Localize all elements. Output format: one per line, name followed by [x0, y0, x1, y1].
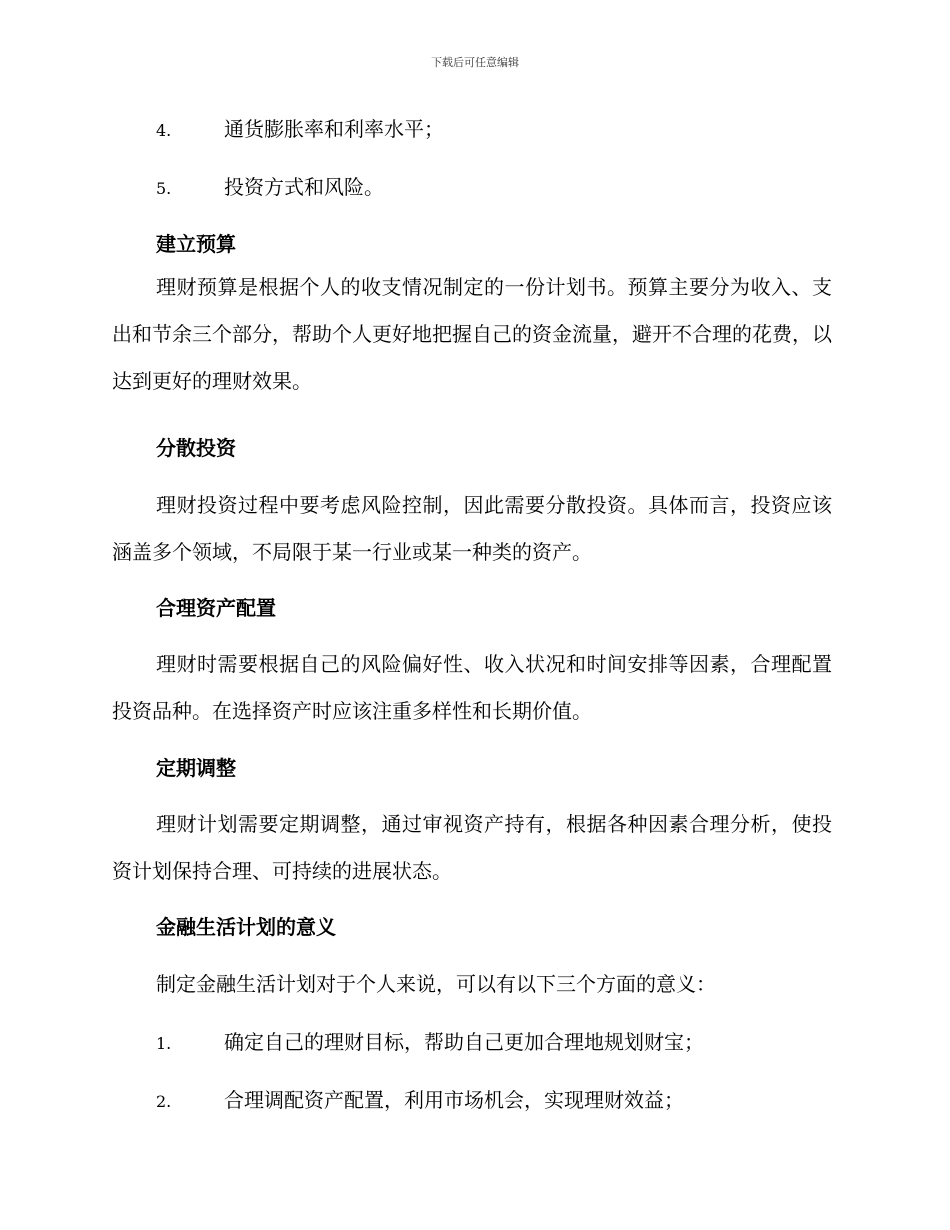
list-item-text: 通货膨胀率和利率水平；: [224, 117, 444, 141]
list-item-text: 投资方式和风险。: [224, 175, 384, 199]
list-item-number: 1.: [156, 1034, 172, 1053]
section-body: 理财投资过程中要考虑风险控制，因此需要分散投资。具体而言，投资应该涵盖多个领域，不局限于某一行业或某一种类的资产。: [112, 493, 832, 564]
list-item-text: 确定自己的理财目标，帮助自己更加合理地规划财宝；: [224, 1030, 704, 1054]
list-item-number: 2.: [156, 1092, 172, 1111]
section-body: 理财预算是根据个人的收支情况制定的一份计划书。预算主要分为收入、支出和节余三个部分，帮助个人更好地把握自己的资金流量，避开不合理的花费，以达到更好的理财效果。: [112, 275, 832, 393]
list-item-number: 4.: [156, 121, 172, 140]
section-heading: 定期调整: [156, 756, 236, 780]
list-item-number: 5.: [156, 179, 172, 198]
section-body: 制定金融生活计划对于个人来说，可以有以下三个方面的意义：: [156, 972, 716, 996]
section-heading: 合理资产配置: [156, 596, 276, 620]
section-body: 理财时需要根据自己的风险偏好性、收入状况和时间安排等因素，合理配置投资品种。在选择资产时应该注重多样性和长期价值。: [112, 652, 832, 723]
section-body: 理财计划需要定期调整，通过审视资产持有，根据各种因素合理分析，使投资计划保持合理、可持续的进展状态。: [112, 812, 832, 883]
page-header-note: 下载后可任意编辑: [431, 56, 519, 69]
section-heading: 分散投资: [156, 436, 236, 460]
section-heading: 金融生活计划的意义: [156, 915, 336, 939]
list-item-text: 合理调配资产配置，利用市场机会，实现理财效益；: [224, 1088, 684, 1112]
section-heading: 建立预算: [156, 232, 236, 256]
